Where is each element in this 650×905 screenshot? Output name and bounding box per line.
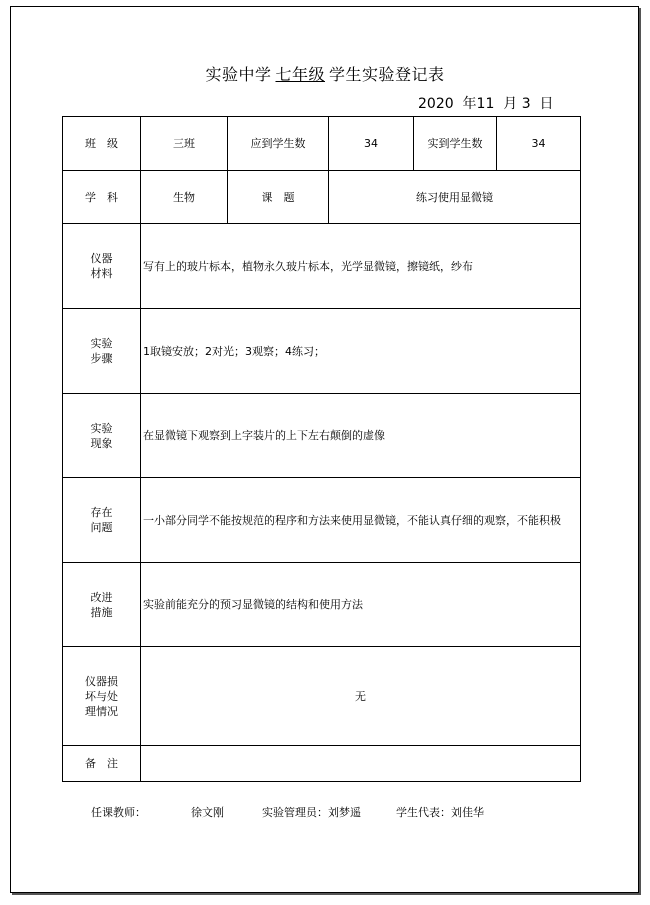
damage-label-text: 仪器损 坏与处 理情况 (85, 674, 118, 718)
improvement-label-text: 改进 措施 (90, 590, 113, 619)
steps-label-text: 实验 步骤 (90, 337, 113, 365)
date-year: 2020 (418, 96, 454, 112)
phenomena-value-text: 在显微镜下观察到上字装片的上下左右颠倒的虚像 (143, 429, 385, 442)
materials-value-text: 写有上的玻片标本，植物永久玻片标本，光学显微镜，擦镜纸，纱布 (143, 259, 473, 273)
actual-students-value (496, 116, 581, 171)
teacher-name: 徐文刚 (191, 806, 224, 819)
phenomena-label (62, 393, 141, 478)
expected-students-label (227, 116, 329, 171)
title-school: 实验中学 (205, 65, 272, 84)
expected-value-text: 34 (364, 137, 378, 150)
remarks-label (62, 745, 141, 782)
class-label (62, 116, 141, 171)
steps-value-text: 1取镜安放；2对光；3观察；4练习； (143, 344, 325, 358)
date-day: 月 3 (503, 96, 531, 112)
student-representative: 学生代表：刘佳华 (396, 806, 484, 819)
actual-students-label (413, 116, 497, 171)
teacher-label: 任课教师： (91, 806, 146, 819)
phenomena-label-text: 实验 现象 (90, 421, 113, 450)
lab-manager: 实验管理员：刘梦遥 (262, 806, 361, 819)
remarks-value (140, 745, 581, 782)
improvement-value (140, 562, 581, 647)
topic-value (328, 170, 581, 224)
subject-value-text: 生物 (173, 190, 195, 204)
problems-label-text: 存在 问题 (90, 506, 113, 534)
topic-label (227, 170, 329, 224)
expected-label-text: 应到学生数 (250, 137, 306, 150)
steps-value (140, 308, 581, 394)
materials-value (140, 223, 581, 309)
date-line (418, 93, 554, 113)
topic-label-text: 课 题 (261, 190, 295, 204)
damage-value-text: 无 (355, 689, 366, 703)
subject-label-text: 学 科 (85, 190, 118, 204)
damage-label (62, 646, 141, 746)
class-value-text: 三班 (173, 137, 195, 150)
expected-students-value (328, 116, 414, 171)
problems-label (62, 477, 141, 563)
date-day-suffix: 日 (539, 96, 554, 112)
class-label-text: 班 级 (85, 137, 118, 150)
class-value (140, 116, 228, 171)
problems-value (140, 477, 581, 563)
remarks-label-text: 备 注 (85, 757, 118, 770)
actual-label-text: 实到学生数 (427, 137, 483, 150)
title-suffix: 学生实验登记表 (329, 65, 445, 84)
date-month: 年11 (462, 96, 495, 112)
improvement-label (62, 562, 141, 647)
problems-value-text: 一小部分同学不能按规范的程序和方法来使用显微镜，不能认真仔细的观察，不能积极 (143, 513, 561, 527)
subject-value (140, 170, 228, 224)
page-title (0, 62, 650, 85)
subject-label (62, 170, 141, 224)
materials-label (62, 223, 141, 309)
topic-value-text: 练习使用显微镜 (416, 190, 493, 204)
actual-value-text: 34 (531, 137, 546, 150)
improvement-value-text: 实验前能充分的预习显微镜的结构和使用方法 (143, 598, 363, 611)
registration-table (62, 116, 581, 782)
phenomena-value (140, 393, 581, 478)
steps-label (62, 308, 141, 394)
title-grade: 七年级 (275, 65, 325, 84)
damage-value (140, 646, 581, 746)
materials-label-text: 仪器 材料 (90, 252, 113, 280)
